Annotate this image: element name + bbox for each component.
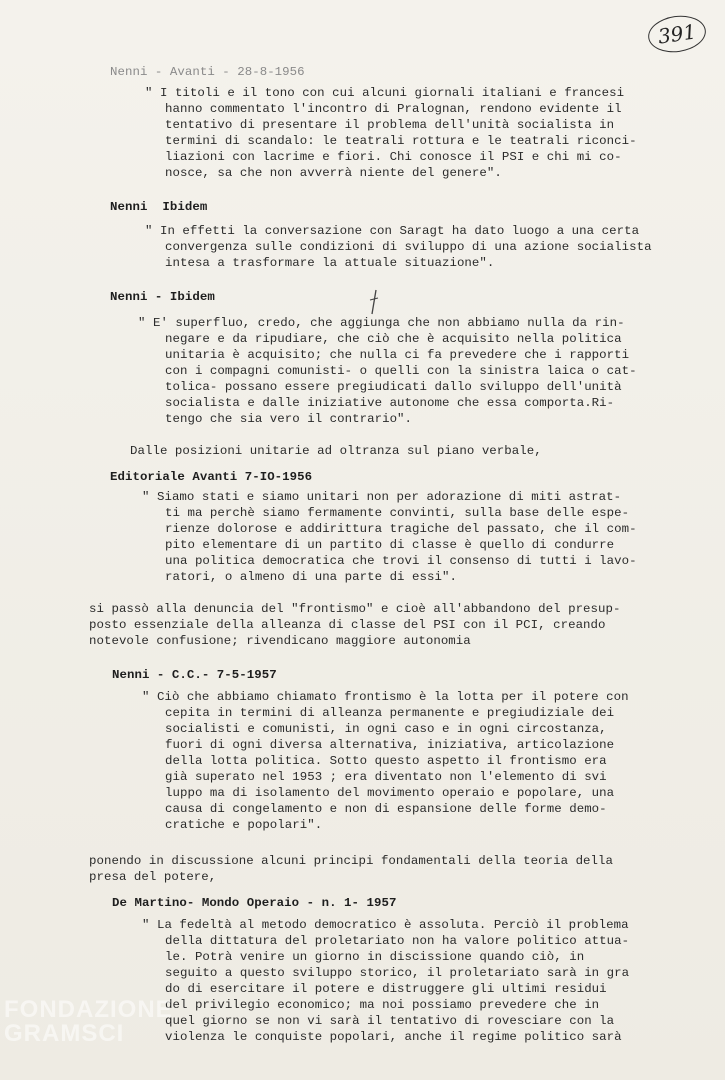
text-line: convergenza sulle condizioni di sviluppo di una azione socialista (165, 240, 652, 254)
text-line: quel giorno se non vi sarà il tentativo di rovesciare con la (165, 1014, 615, 1028)
text-line: socialisti e comunisti, in ogni caso e in ogni circostanza, (165, 722, 607, 736)
text-line: una politica democratica che trovi il consenso di tutti i lavo- (165, 554, 637, 568)
text-line: tentativo di presentare il problema dell'unità socialista in (165, 118, 615, 132)
text-line: violenza le conquiste popolari, anche il regime politico sarà (165, 1030, 622, 1044)
text-line: della dittatura del proletariato non ha valore politico attua- (165, 934, 630, 948)
text-line: socialista e dalle iniziative autonome che essa comporta.Ri- (165, 396, 615, 410)
narrative-line: posto essenziale della alleanza di classe del PSI con il PCI, creando (89, 618, 606, 632)
watermark-line: GRAMSCI (4, 1020, 125, 1047)
text-line: unitaria è acquisito; che nulla ci fa prevedere che i rapporti (165, 348, 630, 362)
text-line: tolica- possano essere pregiudicati dallo sviluppo dell'unità (165, 380, 622, 394)
text-line: fuori di ogni diversa alternativa, iniziativa, articolazione (165, 738, 615, 752)
narrative-line: ponendo in discussione alcuni principi fondamentali della teoria della (89, 854, 613, 868)
text-line: tengo che sia vero il contrario". (165, 412, 413, 426)
text-line: " In effetti la conversazione con Saragt ha dato luogo a una certa (145, 224, 640, 238)
text-line: hanno commentato l'incontro di Pralognan, rendono evidente il (165, 102, 622, 116)
text-line: ratori, o almeno di una parte di essi". (165, 570, 457, 584)
text-line: nosce, sa che non avverrà niente del genere". (165, 166, 502, 180)
text-line: le. Potrà venire un giorno in discissione quando ciò, in (165, 950, 585, 964)
text-line: " E' superfluo, credo, che aggiunga che non abbiamo nulla da rin- (138, 316, 625, 330)
text-line: intesa a trasformare la attuale situazione". (165, 256, 495, 270)
text-line: termini di scandalo: le teatrali rottura e le teatrali riconci- (165, 134, 637, 148)
text-line: rienze dolorose e addirittura tragiche del passato, che il com- (165, 522, 637, 536)
text-line: del privilegio economico; ma noi possiamo prevedere che in (165, 998, 600, 1012)
page-number-stamp: 391 (646, 12, 708, 56)
citation-heading: Nenni - Avanti - 28-8-1956 (110, 65, 305, 79)
citation-heading: Nenni Ibidem (110, 200, 208, 214)
text-line: della lotta politica. Sotto questo aspetto il frontismo era (165, 754, 607, 768)
text-line: " Siamo stati e siamo unitari non per adorazione di miti astrat- (142, 490, 622, 504)
narrative-line: presa del potere, (89, 870, 217, 884)
text-line: seguito a questo sviluppo storico, il proletariato sarà in gra (165, 966, 630, 980)
text-line: luppo ma di isolamento del movimento operaio e popolare, una (165, 786, 615, 800)
text-line: " I titoli e il tono con cui alcuni giornali italiani e francesi (145, 86, 625, 100)
text-line: con i compagni comunisti- o quelli con la sinistra laica o cat- (165, 364, 637, 378)
text-line: causa di congelamento e non di espansione delle forme demo- (165, 802, 607, 816)
text-line: pito elementare di un partito di classe è quello di condurre (165, 538, 615, 552)
text-line: liazioni con lacrime e fiori. Chi conosce il PSI e chi mi co- (165, 150, 622, 164)
narrative-line: si passò alla denuncia del "frontismo" e cioè all'abbandono del presup- (89, 602, 621, 616)
narrative-line: notevole confusione; rivendicano maggiore autonomia (89, 634, 471, 648)
text-line: già superato nel 1953 ; era diventato non l'elemento di svi (165, 770, 607, 784)
text-line: " Ciò che abbiamo chiamato frontismo è la lotta per il potere con (142, 690, 629, 704)
narrative-line: Dalle posizioni unitarie ad oltranza sul piano verbale, (130, 444, 542, 458)
watermark-line: FONDAZIONE (4, 996, 173, 1023)
citation-heading: Editoriale Avanti 7-IO-1956 (110, 470, 313, 484)
watermark (4, 998, 173, 1046)
citation-heading: De Martino- Mondo Operaio - n. 1- 1957 (112, 896, 397, 910)
text-line: cratiche e popolari". (165, 818, 323, 832)
citation-heading: Nenni - C.C.- 7-5-1957 (112, 668, 277, 682)
citation-heading: Nenni - Ibidem (110, 290, 215, 304)
text-line: do di esercitare il potere e distruggere gli ultimi residui (165, 982, 607, 996)
text-line: " La fedeltà al metodo democratico è assoluta. Perciò il problema (142, 918, 629, 932)
pen-mark (368, 288, 380, 316)
text-line: cepita in termini di alleanza permanente e pregiudiziale dei (165, 706, 615, 720)
text-line: ti ma perchè siamo fermamente convinti, sulla base delle espe- (165, 506, 630, 520)
text-line: negare e da ripudiare, che ciò che è acquisito nella politica (165, 332, 622, 346)
